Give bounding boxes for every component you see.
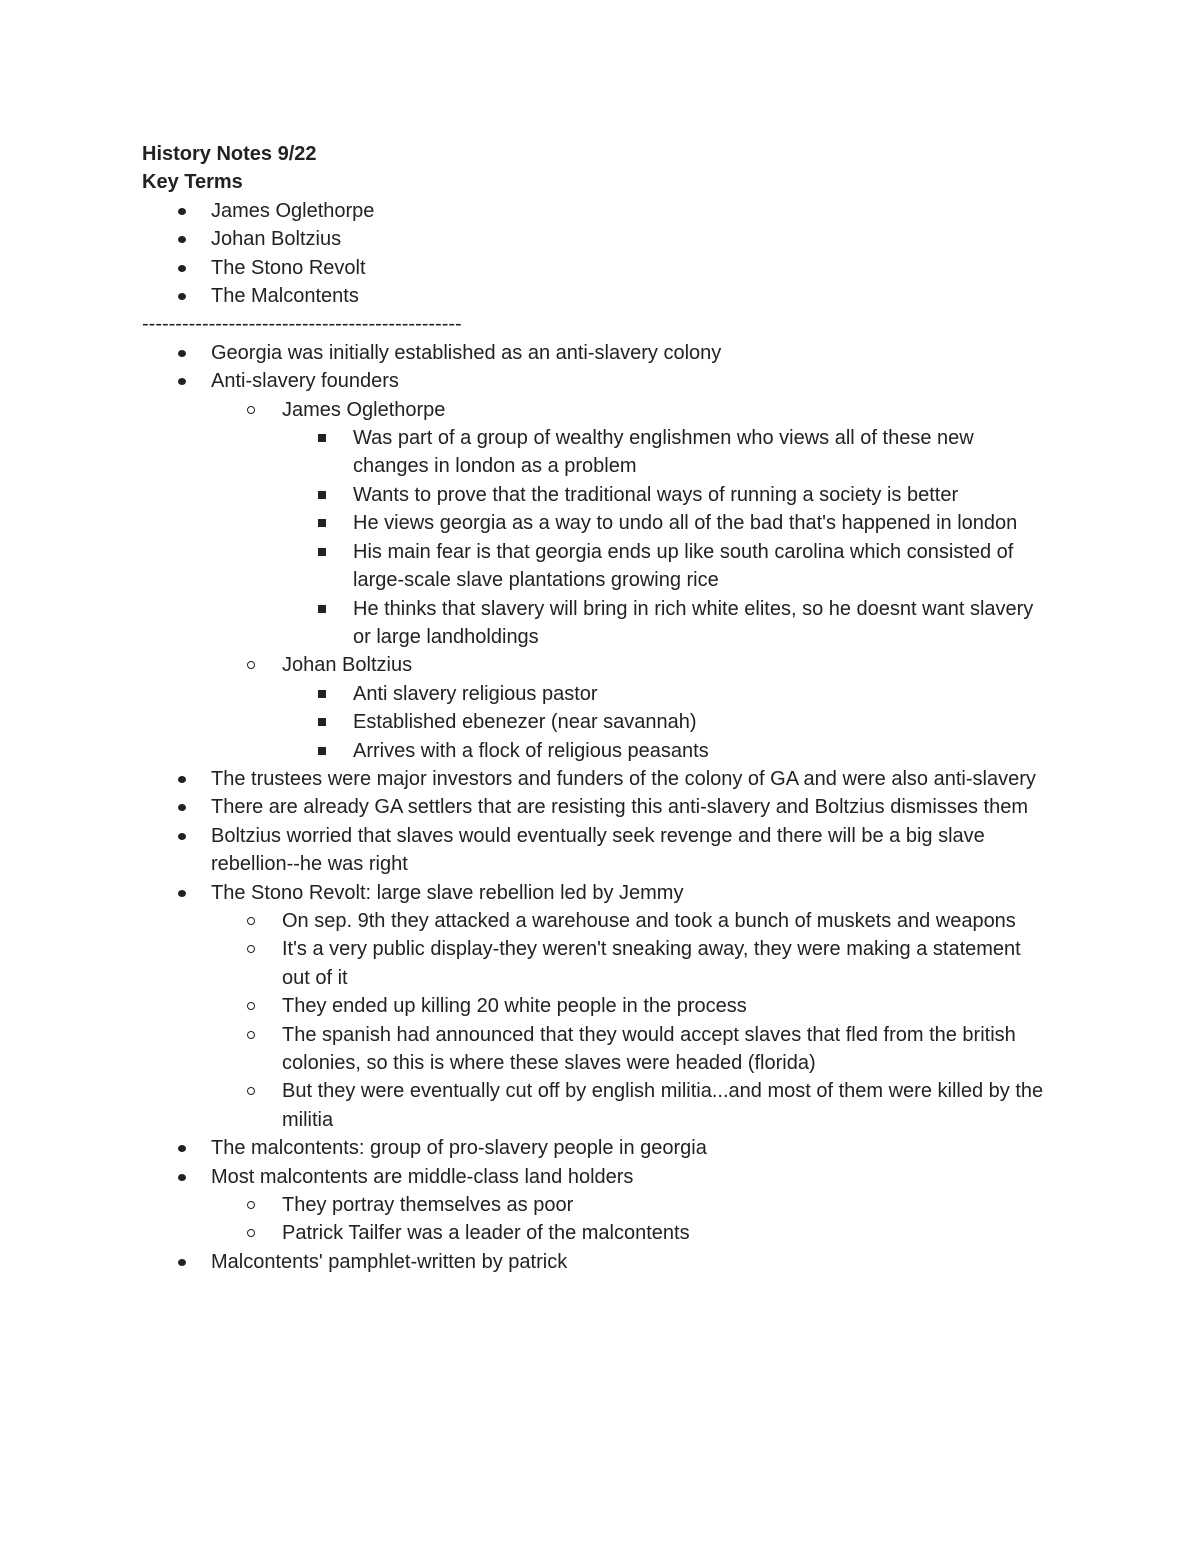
bullet-dot-icon (178, 208, 186, 215)
list-item: It's a very public display-they weren't sneaking away, they were making a statement out of it (211, 935, 1052, 992)
sub-sub-list (282, 680, 1052, 765)
list-item: The Malcontents (142, 282, 1052, 310)
bullet-circle-icon (247, 661, 255, 669)
list-item: Wants to prove that the traditional ways of running a society is better (282, 481, 1052, 509)
sub-list (211, 396, 1052, 765)
bullet-square-icon (318, 519, 326, 527)
key-terms-list (142, 197, 1052, 311)
bullet-dot-icon (178, 293, 186, 300)
list-item: The spanish had announced that they would accept slaves that fled from the british colonies, so this is where these slaves were headed (florida) (211, 1021, 1052, 1078)
bullet-dot-icon (178, 776, 186, 783)
list-item: They portray themselves as poor (211, 1191, 1052, 1219)
bullet-square-icon (318, 434, 326, 442)
list-item: There are already GA settlers that are resisting this anti-slavery and Boltzius dismisses them (142, 793, 1052, 821)
bullet-dot-icon (178, 236, 186, 243)
bullet-circle-icon (247, 917, 255, 925)
list-item: On sep. 9th they attacked a warehouse and took a bunch of muskets and weapons (211, 907, 1052, 935)
list-item: Anti slavery religious pastor (282, 680, 1052, 708)
bullet-square-icon (318, 718, 326, 726)
bullet-dot-icon (178, 833, 186, 840)
list-item: Boltzius worried that slaves would eventually seek revenge and there will be a big slave rebellion--he was right (142, 822, 1052, 879)
list-item: Johan Boltzius Anti slavery religious pastor Established ebenezer (near savannah) Arrives with a flock of religious peasants (211, 651, 1052, 765)
document-page (142, 140, 1052, 1276)
list-item: Georgia was initially established as an anti-slavery colony (142, 339, 1052, 367)
bullet-dot-icon (178, 1259, 186, 1266)
list-item: The trustees were major investors and funders of the colony of GA and were also anti-slavery (142, 765, 1052, 793)
list-item: The malcontents: group of pro-slavery people in georgia (142, 1134, 1052, 1162)
list-item: Malcontents' pamphlet-written by patrick (142, 1248, 1052, 1276)
list-item: Was part of a group of wealthy englishmen who views all of these new changes in london as a problem (282, 424, 1052, 481)
list-item: The Stono Revolt (142, 254, 1052, 282)
list-item: Anti-slavery founders James Oglethorpe Was part of a group of wealthy englishmen who views all of these new changes in london as a problem Wants to prove that the traditional ways of running a society is better He views georgia as a way to undo all of the bad that's happened in london His main fear is that georgia ends up like south carolina which consisted of large-scale slave plantations growing rice He thinks that slavery will bring in rich white elites, so he doesnt want slavery or large landholdings Johan Boltzius Anti slavery religious pastor Established ebenezer (near savannah) Arrives with a flock of religious peasants (142, 367, 1052, 765)
bullet-circle-icon (247, 945, 255, 953)
key-terms-heading: Key Terms (142, 171, 243, 194)
bullet-circle-icon (247, 1002, 255, 1010)
bullet-circle-icon (247, 1229, 255, 1237)
bullet-dot-icon (178, 265, 186, 272)
bullet-circle-icon (247, 1031, 255, 1039)
list-item: Most malcontents are middle-class land holders They portray themselves as poor Patrick Tailfer was a leader of the malcontents (142, 1163, 1052, 1248)
list-item: The Stono Revolt: large slave rebellion led by Jemmy On sep. 9th they attacked a warehouse and took a bunch of muskets and weapons It's a very public display-they weren't sneaking away, they were making a statement out of it They ended up killing 20 white people in the process The spanish had announced that they would accept slaves that fled from the british colonies, so this is where these slaves were headed (florida) But they were eventually cut off by english militia...and most of them were killed by the militia (142, 879, 1052, 1135)
list-item: Johan Boltzius (142, 225, 1052, 253)
bullet-square-icon (318, 747, 326, 755)
sub-sub-list (282, 424, 1052, 651)
bullet-dot-icon (178, 1174, 186, 1181)
list-item: Arrives with a flock of religious peasants (282, 737, 1052, 765)
list-item: But they were eventually cut off by english militia...and most of them were killed by the militia (211, 1077, 1052, 1134)
list-item: They ended up killing 20 white people in the process (211, 992, 1052, 1020)
page-title: History Notes 9/22 (142, 143, 317, 165)
bullet-dot-icon (178, 378, 186, 385)
bullet-dot-icon (178, 804, 186, 811)
sub-list (211, 907, 1052, 1134)
bullet-square-icon (318, 690, 326, 698)
bullet-square-icon (318, 548, 326, 556)
bullet-dot-icon (178, 1145, 186, 1152)
list-item: His main fear is that georgia ends up like south carolina which consisted of large-scale slave plantations growing rice (282, 538, 1052, 595)
list-item: He views georgia as a way to undo all of the bad that's happened in london (282, 509, 1052, 537)
bullet-dot-icon (178, 890, 186, 897)
divider-line: ------------------------------------------------ (142, 313, 462, 336)
sub-list (211, 1191, 1052, 1248)
bullet-square-icon (318, 491, 326, 499)
bullet-square-icon (318, 605, 326, 613)
list-item: Established ebenezer (near savannah) (282, 708, 1052, 736)
list-item: Patrick Tailfer was a leader of the malcontents (211, 1219, 1052, 1247)
list-item: James Oglethorpe (142, 197, 1052, 225)
bullet-circle-icon (247, 406, 255, 414)
bullet-circle-icon (247, 1087, 255, 1095)
list-item: He thinks that slavery will bring in rich white elites, so he doesnt want slavery or large landholdings (282, 595, 1052, 652)
list-item: James Oglethorpe Was part of a group of wealthy englishmen who views all of these new changes in london as a problem Wants to prove that the traditional ways of running a society is better He views georgia as a way to undo all of the bad that's happened in london His main fear is that georgia ends up like south carolina which consisted of large-scale slave plantations growing rice He thinks that slavery will bring in rich white elites, so he doesnt want slavery or large landholdings (211, 396, 1052, 652)
bullet-dot-icon (178, 350, 186, 357)
bullet-circle-icon (247, 1201, 255, 1209)
notes-list (142, 339, 1052, 1276)
